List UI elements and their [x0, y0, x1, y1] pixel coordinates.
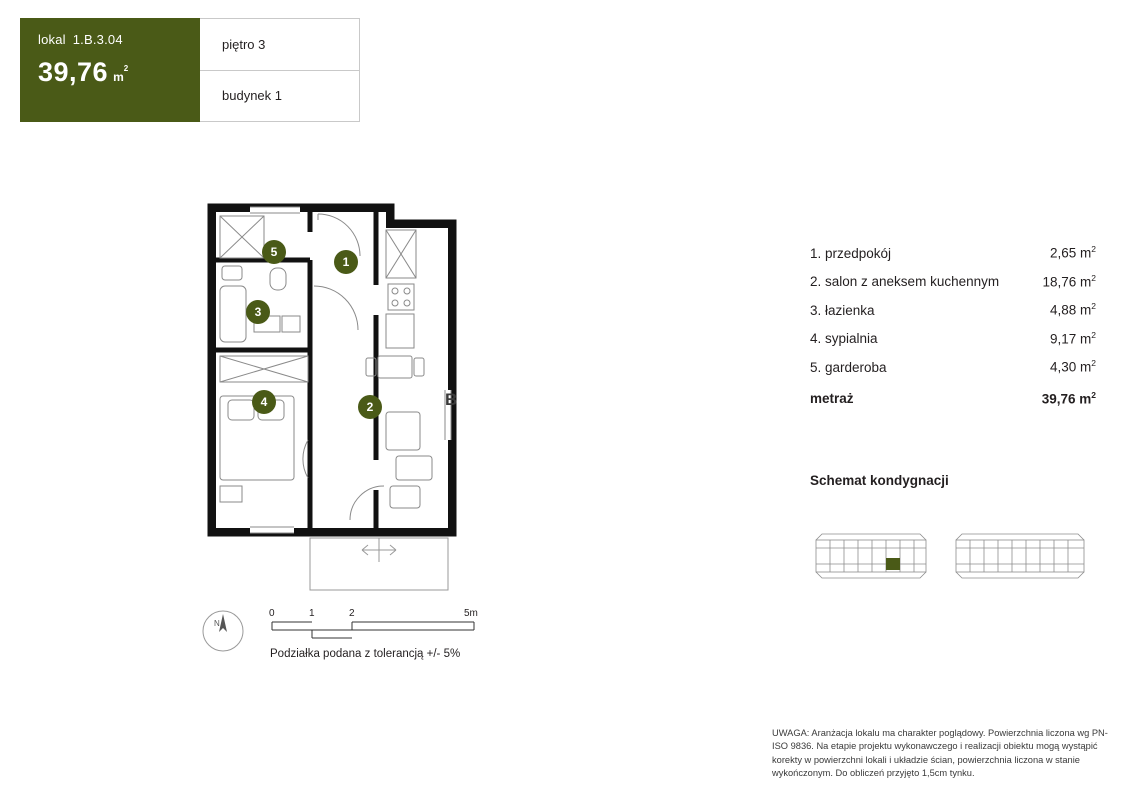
legend-room-name: 4. sypialnia — [810, 331, 878, 346]
scale-note: Podziałka podana z tolerancją +/- 5% — [270, 648, 461, 660]
legend-room-area: 2,65 $m^2$ — [1049, 244, 1096, 261]
unit-code-line — [38, 32, 182, 47]
room-marker-5: 5 — [262, 240, 286, 264]
legend-row — [810, 295, 1096, 324]
legend-total-label: metraż — [810, 391, 854, 406]
room-marker-3: 3 — [246, 300, 270, 324]
svg-text:N: N — [214, 619, 220, 628]
unit-header — [20, 18, 360, 122]
highlighted-unit-marker — [886, 558, 900, 570]
legend-total-area: 39,76 $m^2$ — [1041, 389, 1096, 406]
legend-room-area: 4,88 $m^2$ — [1049, 301, 1096, 318]
legend-room-area: 18,76 $m^2$ — [1042, 272, 1096, 289]
room-legend — [810, 238, 1096, 412]
legend-room-area: 9,17 $m^2$ — [1049, 329, 1096, 346]
unit-code-label: lokal — [38, 32, 66, 47]
unit-area-unit: $m^2$ — [113, 64, 129, 84]
legend-room-area: 4,30 $m^2$ — [1049, 358, 1096, 375]
legend-row — [810, 352, 1096, 381]
unit-area-line — [38, 57, 182, 88]
floor-scheme-diagram — [810, 528, 1090, 588]
room-marker-4: 4 — [252, 390, 276, 414]
room-marker-1: 1 — [334, 250, 358, 274]
scale-ruler — [268, 604, 498, 650]
floor-scheme-title: Schemat kondygnacji — [810, 473, 949, 488]
legend-row — [810, 238, 1096, 267]
room-marker-2: 2 — [358, 395, 382, 419]
legend-room-name: 1. przedpokój — [810, 245, 892, 261]
unit-meta-box — [200, 18, 360, 122]
floor-plan — [190, 190, 510, 610]
svg-text:5m: 5m — [464, 608, 478, 619]
scale-bar — [200, 600, 500, 670]
svg-text:2: 2 — [349, 608, 355, 619]
legend-room-name: 5. garderoba — [810, 359, 887, 375]
unit-code-value: 1.B.3.04 — [72, 32, 123, 47]
floor-row: piętro 3 — [200, 19, 359, 71]
svg-text:0: 0 — [269, 608, 275, 619]
balcony-letter: B — [445, 390, 458, 409]
unit-area-value: 39,76 — [38, 57, 109, 87]
legend-total-row — [810, 381, 1096, 413]
legend-room-name: 3. łazienka — [810, 302, 875, 318]
disclaimer-note: UWAGA: Aranżacja lokalu ma charakter poglądowy. Powierzchnia liczona wg PN-ISO 9836. Na etapie projektu wykonawczego i realizacji obiektu mogą wystąpić korekty w powierzchni lokali i układzie ścian, powierzchnia liczona w stanie wykończonym. Do obliczeń przyjęto 1,5cm tynku. — [772, 728, 1108, 779]
legend-row — [810, 267, 1096, 296]
compass-icon — [200, 608, 246, 654]
building-row: budynek 1 — [222, 88, 282, 104]
unit-summary-box — [20, 18, 200, 122]
svg-text:1: 1 — [309, 608, 315, 619]
legend-row — [810, 324, 1096, 353]
legend-room-name: 2. salon z aneksem kuchennym — [810, 274, 1000, 289]
